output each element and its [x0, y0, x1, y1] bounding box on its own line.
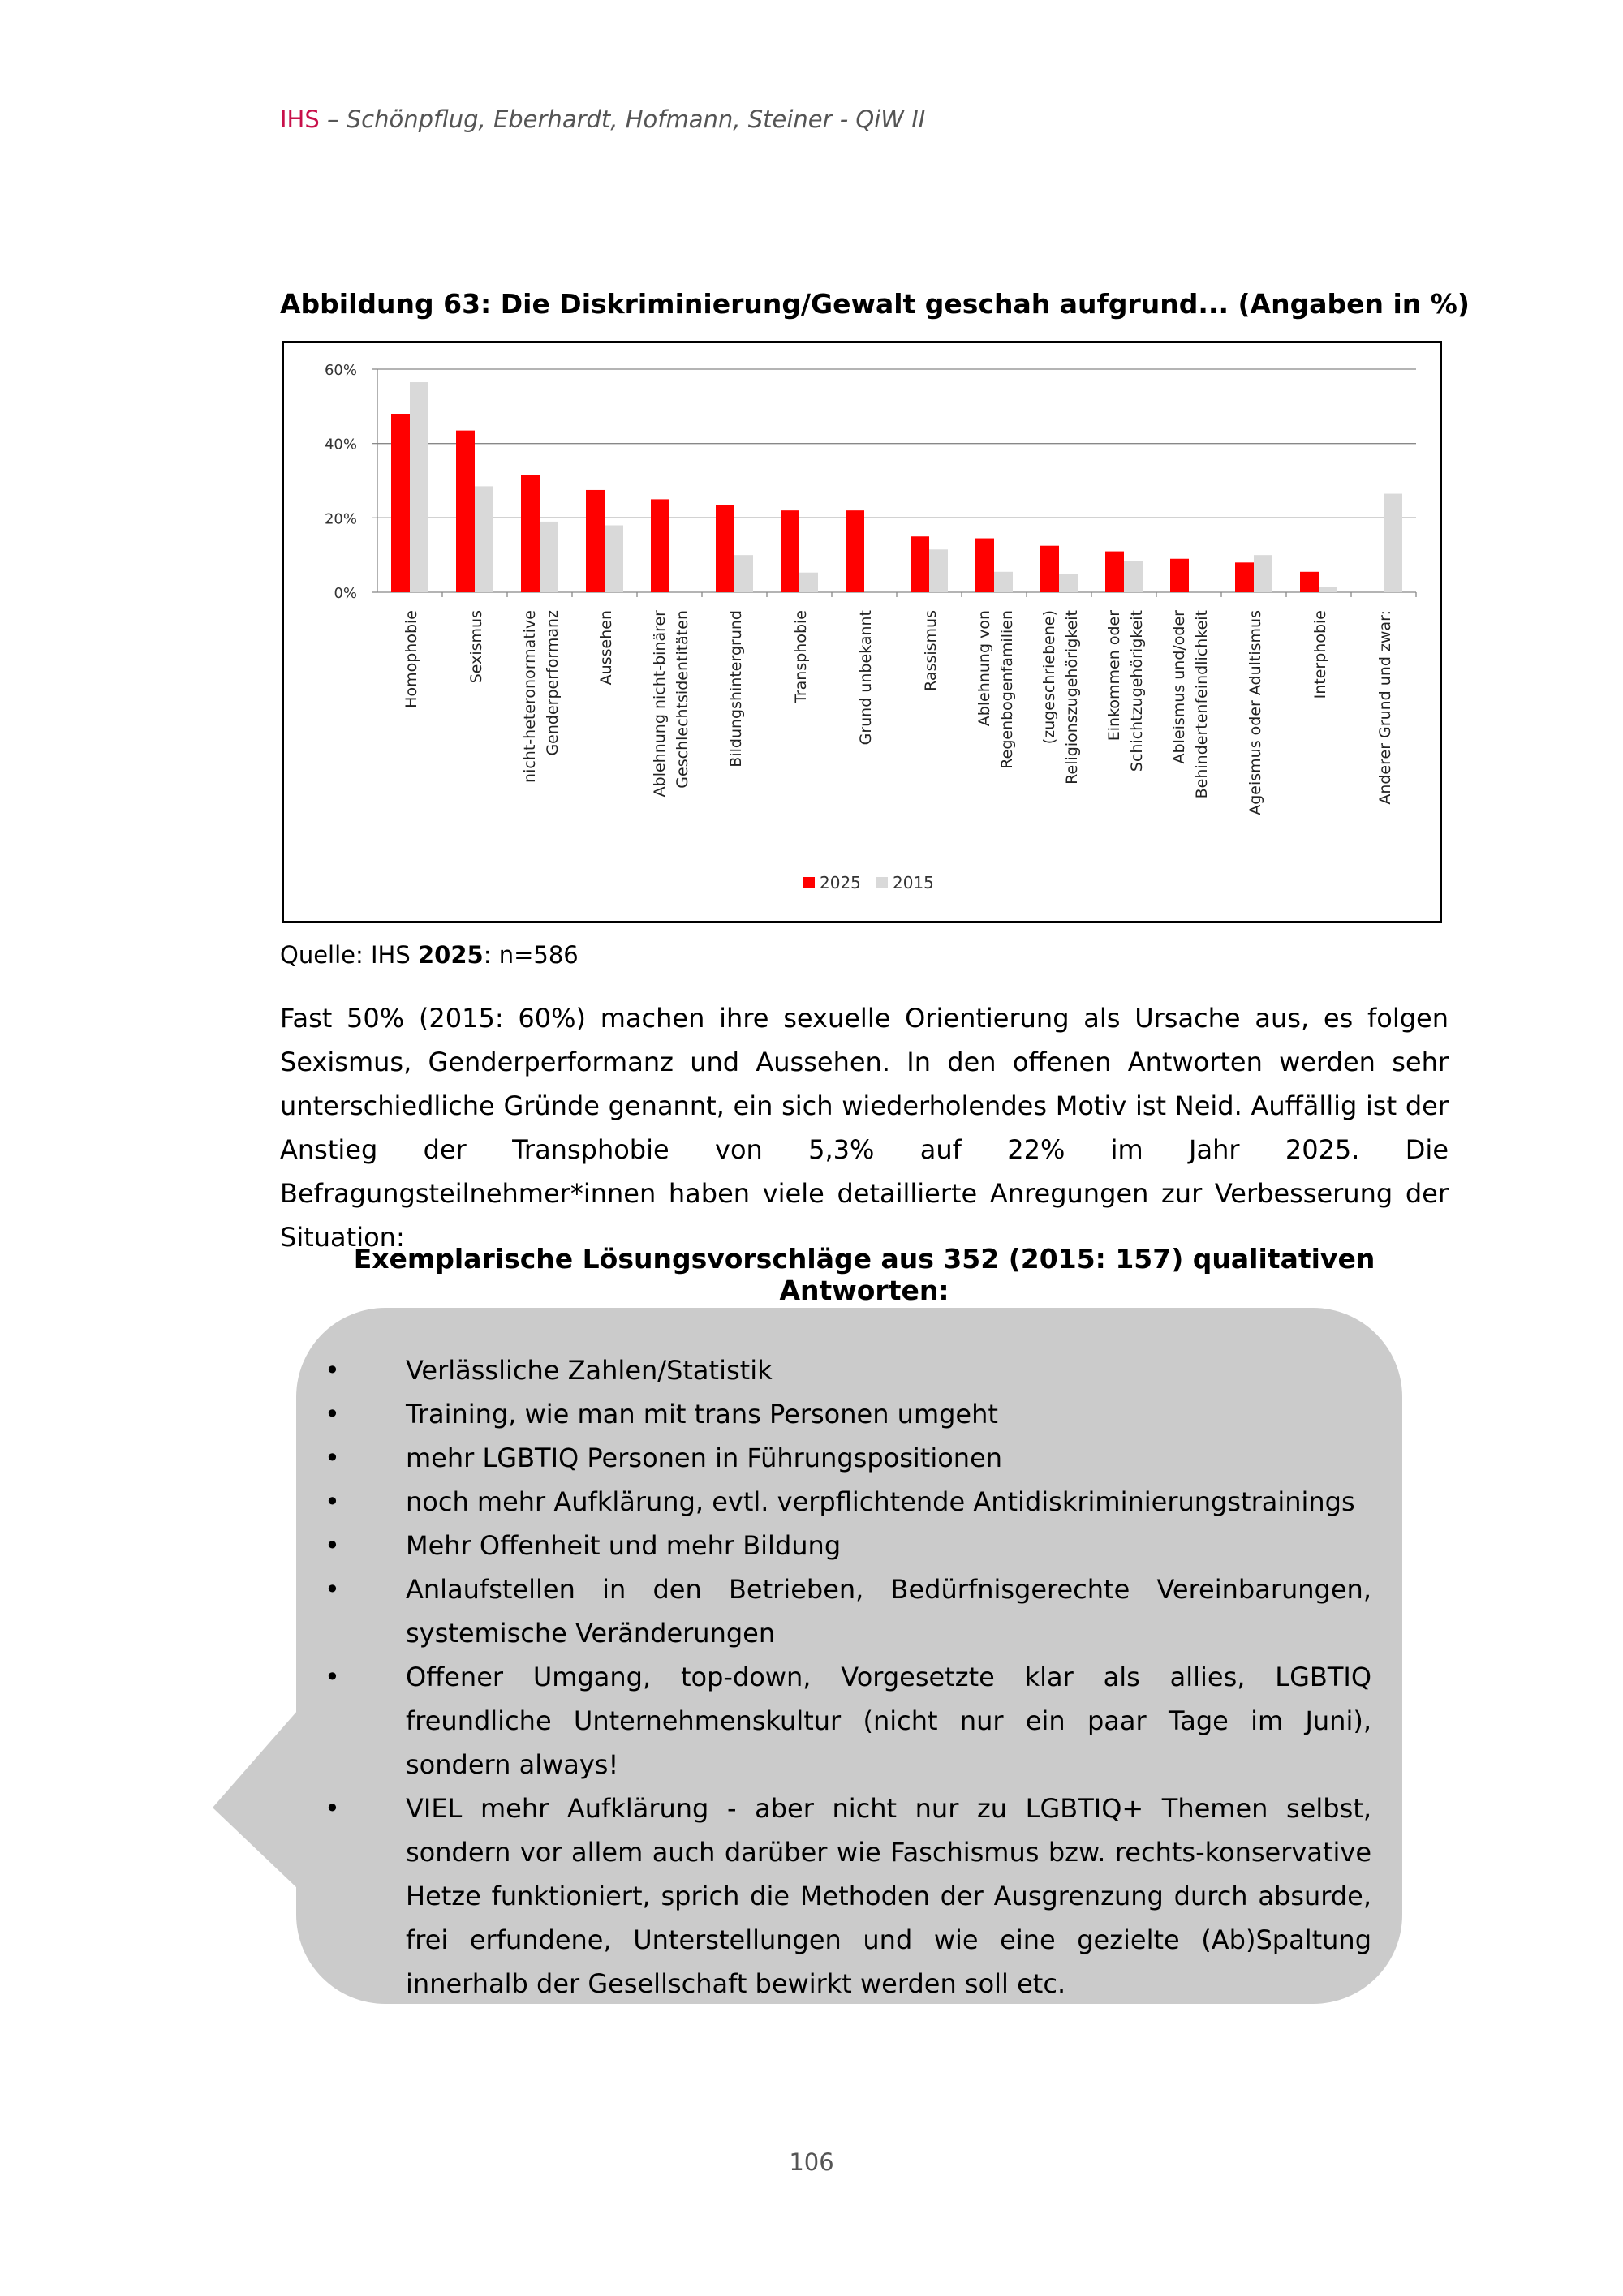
- bar-2025-10: [1040, 546, 1059, 592]
- bar-2015-0: [410, 382, 428, 592]
- bullet-icon: •: [325, 1399, 340, 1430]
- figure-title: Abbildung 63: Die Diskriminierung/Gewalt geschah aufgrund... (Angaben in %): [280, 288, 1470, 320]
- bar-2025-12: [1170, 559, 1189, 592]
- bar-2015-2: [540, 522, 558, 592]
- list-item: [325, 1392, 1371, 1436]
- bar-2025-14: [1300, 572, 1319, 592]
- legend-swatch-2025: [803, 877, 815, 888]
- suggestions-list: [325, 1348, 1371, 2006]
- figure-source: [280, 941, 579, 969]
- bar-2015-11: [1124, 561, 1143, 592]
- x-tick-label: Religionszugehörigkeit: [1063, 610, 1081, 785]
- bar-2015-3: [605, 526, 623, 593]
- legend-swatch-2015: [876, 877, 888, 888]
- x-tick-label: Ageismus oder Adultismus: [1246, 610, 1264, 815]
- x-tick-label: Aussehen: [597, 610, 615, 686]
- bar-2025-8: [911, 536, 929, 592]
- suggestion-text: noch mehr Aufklärung, evtl. verpflichtende Antidiskriminierungstrainings: [406, 1486, 1355, 1517]
- x-tick-label: nicht-heteronormative: [521, 610, 539, 783]
- source-prefix: Quelle: IHS: [280, 941, 418, 969]
- bullet-icon: •: [325, 1486, 340, 1517]
- list-item: [325, 1786, 1371, 2006]
- legend-label-2025: 2025: [820, 873, 861, 892]
- x-tick-label: (zugeschriebene): [1040, 610, 1058, 745]
- suggestion-text: Offener Umgang, top-down, Vorgesetzte klar als allies, LGBTIQ freundliche Unternehmenskultur (nicht nur ein paar Tage im Juni), sondern always!: [406, 1662, 1371, 1780]
- suggestion-text: VIEL mehr Aufklärung - aber nicht nur zu LGBTIQ+ Themen selbst, sondern vor allem auch darüber wie Faschismus bzw. rechts-konservative Hetze funktioniert, sprich die Methoden der Ausgrenzung durch absurde, frei erfundene, Unterstellungen und wie eine gezielte (Ab)Spaltung innerhalb der Gesellschaft bewirkt werden soll etc.: [406, 1793, 1371, 1999]
- y-tick-label: 60%: [324, 362, 357, 379]
- speech-bubble-tail-lower: [213, 1808, 298, 1889]
- list-item: [325, 1524, 1371, 1567]
- bar-2025-9: [975, 539, 994, 592]
- bar-2015-10: [1059, 574, 1078, 592]
- x-tick-label: Anderer Grund und zwar:: [1376, 610, 1394, 805]
- bar-2015-15: [1384, 494, 1402, 592]
- speech-bubble-tail: [213, 1710, 298, 1808]
- bar-2025-5: [716, 505, 734, 592]
- bullet-icon: •: [325, 1443, 340, 1473]
- bar-2025-1: [456, 431, 475, 592]
- bar-2025-4: [651, 499, 669, 592]
- list-item: [325, 1348, 1371, 1392]
- x-tick-label: Ableismus und/oder: [1170, 610, 1188, 764]
- bar-2015-9: [994, 572, 1013, 592]
- suggestion-text: Anlaufstellen in den Betrieben, Bedürfnisgerechte Vereinbarungen, systemische Veränderungen: [406, 1574, 1371, 1649]
- header-authors: – Schönpflug, Eberhardt, Hofmann, Steiner - QiW II: [319, 105, 926, 133]
- bullet-icon: •: [325, 1574, 340, 1605]
- x-tick-label: Geschlechtsidentitäten: [674, 610, 691, 789]
- bar-2015-13: [1254, 555, 1272, 592]
- bar-2015-14: [1319, 587, 1337, 592]
- y-tick-label: 40%: [324, 436, 357, 454]
- bar-2015-8: [929, 549, 948, 592]
- list-item: [325, 1655, 1371, 1786]
- list-item: [325, 1436, 1371, 1480]
- speech-bubble: [296, 1308, 1402, 2004]
- x-tick-label: Interphobie: [1311, 610, 1329, 699]
- bullet-icon: •: [325, 1530, 340, 1561]
- source-year: 2025: [417, 941, 484, 969]
- x-tick-label: Grund unbekannt: [857, 610, 875, 746]
- x-tick-label: Rassismus: [922, 610, 940, 691]
- suggestion-text: Training, wie man mit trans Personen umgeht: [406, 1399, 998, 1430]
- bar-2025-11: [1105, 552, 1124, 592]
- body-paragraph: Fast 50% (2015: 60%) machen ihre sexuelle Orientierung als Ursache aus, es folgen Sexismus, Genderperformanz und Aussehen. In den offenen Antworten werden sehr unterschiedliche Gründe genannt, ein sich wiederholendes Motiv ist Neid. Auffällig ist der Anstieg der Transphobie von 5,3% auf 22% im Jahr 2025. Die Befragungsteilnehmer*innen haben viele detaillierte Anregungen zur Verbesserung der Situation:: [280, 1003, 1449, 1253]
- legend-label-2015: 2015: [893, 873, 934, 892]
- bullet-icon: •: [325, 1793, 340, 1824]
- bar-2025-7: [846, 510, 864, 592]
- x-tick-label: Ablehnung nicht-binärer: [651, 610, 669, 798]
- x-tick-label: Regenbogenfamilien: [998, 610, 1016, 769]
- x-tick-label: Schichtzugehörigkeit: [1128, 610, 1146, 772]
- suggestions-heading: Exemplarische Lösungsvorschläge aus 352 (2015: 157) qualitativen Antworten:: [353, 1243, 1375, 1306]
- bar-chart: [282, 341, 1442, 923]
- bar-2025-0: [391, 414, 410, 592]
- list-item: [325, 1480, 1371, 1524]
- x-tick-label: Homophobie: [403, 610, 420, 708]
- bar-2015-5: [734, 555, 753, 592]
- x-tick-label: Behindertenfeindlichkeit: [1193, 610, 1211, 799]
- source-suffix: : n=586: [483, 941, 579, 969]
- x-tick-label: Sexismus: [467, 610, 485, 684]
- x-tick-label: Bildungshintergrund: [727, 610, 745, 767]
- page-number: 106: [789, 2148, 834, 2176]
- header-brand: IHS: [280, 105, 320, 133]
- bar-2025-3: [586, 490, 605, 592]
- y-tick-label: 20%: [324, 510, 357, 528]
- x-tick-label: Ablehnung von: [975, 610, 993, 727]
- y-tick-label: 0%: [334, 585, 357, 602]
- list-item: [325, 1567, 1371, 1655]
- x-tick-label: Genderperformanz: [544, 610, 562, 756]
- bar-2025-13: [1235, 562, 1254, 592]
- bar-2025-6: [781, 510, 799, 592]
- page-header: [280, 105, 925, 133]
- bar-2015-1: [475, 486, 493, 592]
- x-tick-label: Transphobie: [792, 610, 810, 703]
- suggestion-text: Verlässliche Zahlen/Statistik: [406, 1355, 773, 1386]
- bullet-icon: •: [325, 1662, 340, 1692]
- chart-svg: [284, 343, 1440, 921]
- bullet-icon: •: [325, 1355, 340, 1386]
- x-tick-label: Einkommen oder: [1105, 610, 1123, 742]
- suggestion-text: mehr LGBTIQ Personen in Führungspositionen: [406, 1443, 1003, 1473]
- bar-2015-6: [799, 573, 818, 592]
- suggestion-text: Mehr Offenheit und mehr Bildung: [406, 1530, 842, 1561]
- bar-2025-2: [521, 475, 540, 592]
